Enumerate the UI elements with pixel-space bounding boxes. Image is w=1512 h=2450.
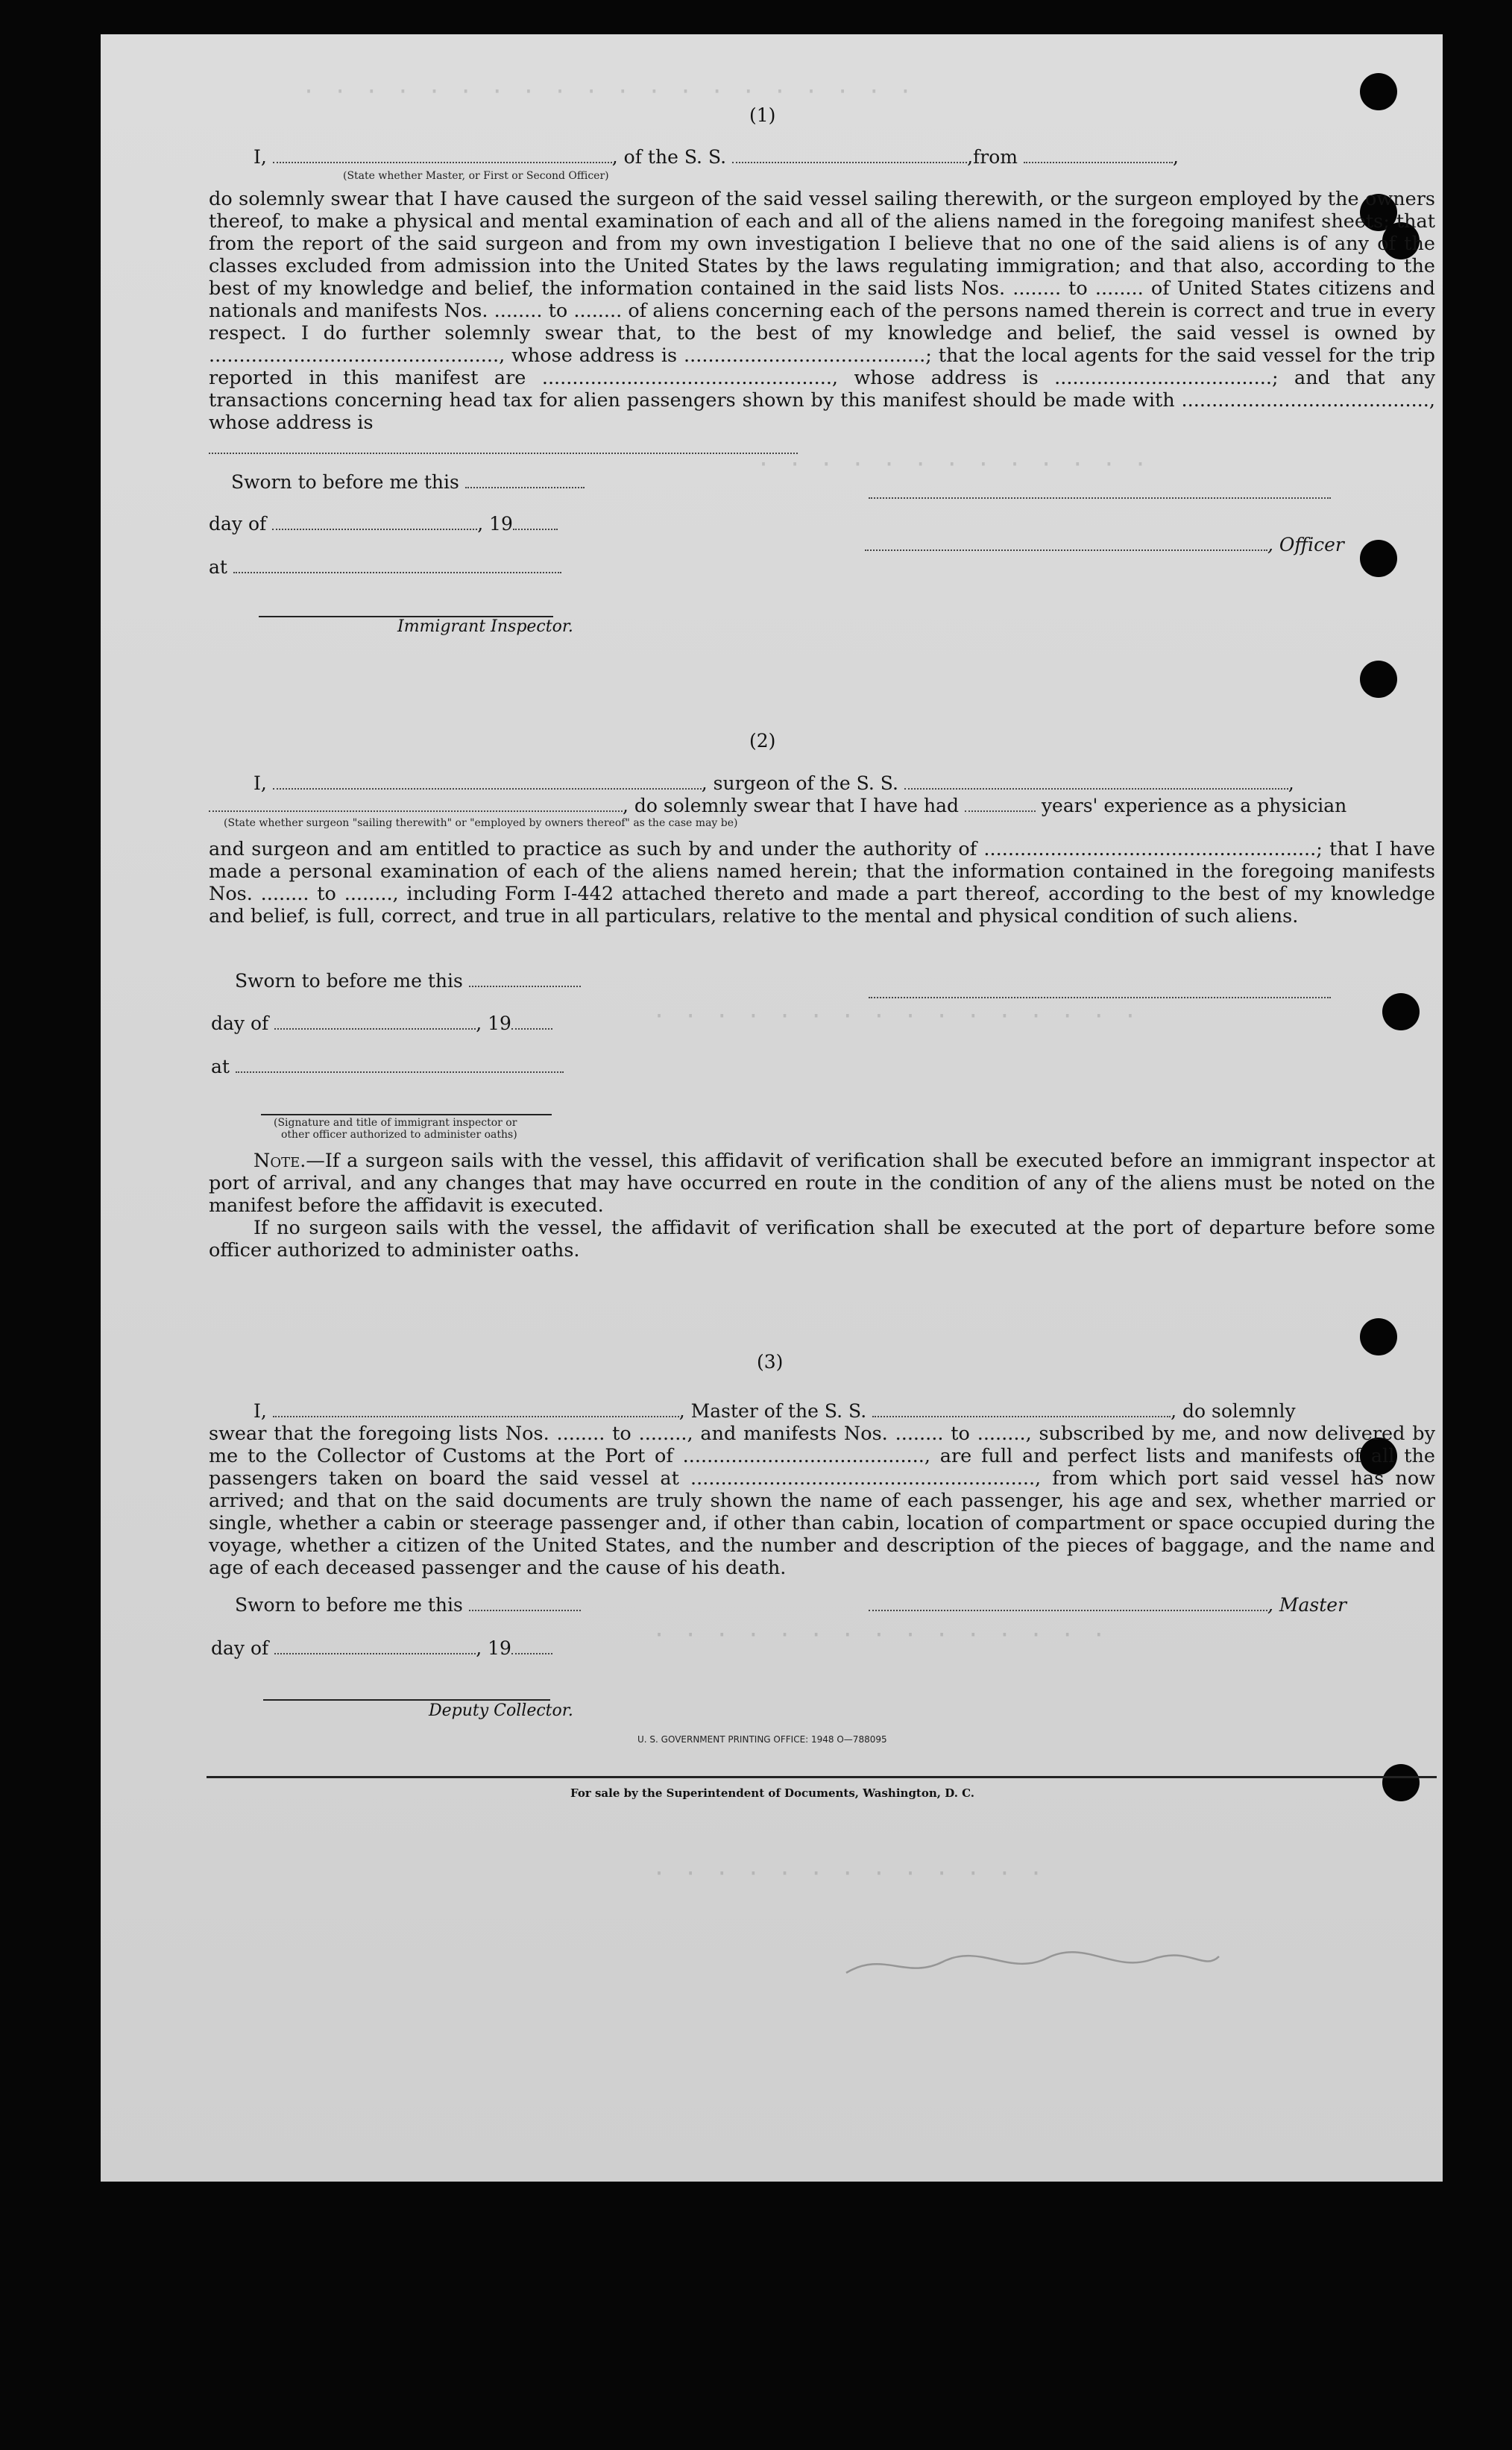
day-line-3 <box>211 1637 552 1659</box>
name-field <box>273 148 612 163</box>
master-label: , Master <box>1267 1594 1347 1616</box>
year-label: , 19 <box>476 1013 511 1034</box>
rank-caption: (State whether Master, or First or Second Officer) <box>343 170 609 182</box>
line-text: , surgeon of the S. S. <box>701 772 898 794</box>
note-paragraph <box>209 1150 1435 1217</box>
pencil-scrawl <box>839 1943 1226 1988</box>
section-3-first-line <box>253 1400 1296 1422</box>
port-field <box>1024 148 1173 163</box>
section-1-first-line: I, , of the S. S. ,from , <box>253 146 1179 168</box>
line-text: , do solemnly <box>1171 1400 1296 1422</box>
section-2-second-line <box>209 795 1346 816</box>
day-line-2 <box>211 1013 552 1034</box>
bleed-through-text: · · · · · · · · · · · · · <box>652 1861 1045 1887</box>
sworn-line-2 <box>235 970 581 992</box>
line-text: I, <box>253 772 267 794</box>
master-name-field <box>273 1402 679 1417</box>
at-label: at <box>209 556 227 578</box>
officer-signature-rule <box>261 1114 552 1115</box>
year-label: , 19 <box>476 1637 511 1659</box>
line-text: , Master of the S. S. <box>678 1400 867 1422</box>
note-text: —If a surgeon sails with the vessel, this affidavit of verification shall be executed before an immigrant inspector at port of arrival, and any changes that may have occurred en route in the condition of any of the aliens must be noted on the manifest before the affidavit is executed. <box>209 1150 1435 1217</box>
sworn-label: Sworn to before me this <box>235 970 463 992</box>
surgeon-name-field <box>273 775 702 790</box>
line-text: , do solemnly swear that I have had <box>623 795 960 816</box>
year-label: , 19 <box>477 513 513 535</box>
section-2-number: (2) <box>749 730 776 752</box>
address-continuation <box>209 437 798 459</box>
sale-notice: For sale by the Superintendent of Documents, Washington, D. C. <box>570 1786 975 1800</box>
signature-caption: other officer authorized to administer oaths) <box>281 1129 517 1141</box>
section-2-paragraph: and surgeon and am entitled to practice as such by and under the authority of .......................................................; that I have made a personal examination of each of the aliens named herein; that the information contained in the foregoing manifests Nos. ........ to ........, including Form I-442 attached thereto and made a part thereof, according to the best of my knowledge and belief, is full, correct, and true in all particulars, relative to the mental and physical condition of such aliens. <box>209 838 1435 928</box>
line-text: I, <box>253 146 267 168</box>
years-field <box>965 797 1036 812</box>
collector-signature-line <box>263 1699 550 1701</box>
note-label: Note. <box>253 1150 306 1172</box>
note-paragraph-2: If no surgeon sails with the vessel, the affidavit of verification shall be executed at the port of departure before some officer authorized to administer oaths. <box>209 1217 1435 1262</box>
vessel-field <box>732 148 967 163</box>
officer-signature-line <box>869 482 1331 503</box>
binder-hole <box>1382 1764 1420 1801</box>
line-text: I, <box>253 1400 267 1422</box>
section-3-paragraph: swear that the foregoing lists Nos. ........ to ........, and manifests Nos. ........ to ........, subscribed by me, and now delivered by me to the Collector of Customs at the Port of ........................................, are full and perfect lists and manifests of all the passengers taken on board the said vessel at ........................................................., from which port said vessel has now arrived; and that on the said documents are truly shown the name of each passenger, his age and sex, whether married or single, whether a cabin or steerage passenger and, if other than cabin, location of compartment or space occupied during the voyage, whether a citizen of the United States, and the number and description of the pieces of baggage, and the name and age of each deceased passenger and the cause of his death. <box>209 1423 1435 1579</box>
sworn-label: Sworn to before me this <box>231 471 459 493</box>
binder-hole <box>1382 993 1420 1030</box>
day-label: day of <box>211 1013 269 1034</box>
at-line-1 <box>209 556 561 578</box>
day-line-1 <box>209 513 558 535</box>
vessel-field <box>872 1402 1171 1417</box>
day-label: day of <box>209 513 267 535</box>
section-1-number: (1) <box>749 104 776 126</box>
master-signature-line <box>869 1594 1346 1616</box>
line-text: years' experience as a physician <box>1041 795 1347 816</box>
line-text: ,from <box>967 146 1018 168</box>
bleed-through-text: · · · · · · · · · · · · · · · <box>652 1622 1108 1648</box>
at-label: at <box>211 1056 230 1077</box>
signature-caption: (Signature and title of immigrant inspector or <box>274 1117 517 1129</box>
binder-hole <box>1360 73 1397 110</box>
printer-imprint: U. S. GOVERNMENT PRINTING OFFICE: 1948 O—788095 <box>637 1734 887 1745</box>
section-1-paragraph: do solemnly swear that I have caused the surgeon of the said vessel sailing therewith, or the surgeon employed by the owners thereof, to make a physical and mental examination of each and all of the aliens named in the foregoing manifest sheets; that from the report of the said surgeon and from my own investigation I believe that no one of the said aliens is of any of the classes excluded from admission into the United States by the laws regulating immigration; and that also, according to the best of my knowledge and belief, the information contained in the said lists Nos. ........ to ........ of United States citizens and nationals and manifests Nos. ........ to ........ of aliens concerning each of the persons named therein is correct and true in every respect. I do further solemnly swear that, to the best of my knowledge and belief, the said vessel is owned by ................................................, whose address is ........................................; that the local agents for the said vessel for the trip reported in this manifest are ................................................, whose address is ....................................; and that any transactions concerning head tax for alien passengers shown by this manifest should be made with ........................................., whose address is <box>209 188 1435 434</box>
officer-label: , Officer <box>1267 534 1344 555</box>
manifest-page <box>101 34 1443 2182</box>
sworn-label: Sworn to before me this <box>235 1594 463 1616</box>
footer-rule <box>207 1776 1437 1778</box>
bleed-through-text: · · · · · · · · · · · · · · · · <box>652 1004 1139 1030</box>
officer-line <box>865 534 1344 555</box>
vessel-field <box>904 775 1288 790</box>
section-3-number: (3) <box>757 1351 784 1373</box>
surgeon-signature-line <box>869 981 1331 1003</box>
line-text: , of the S. S. <box>611 146 727 168</box>
section-2-first-line: I, , surgeon of the S. S. , <box>253 772 1294 794</box>
bleed-through-text: · · · · · · · · · · · · · · · · · · · · <box>302 79 915 105</box>
binder-hole <box>1360 540 1397 577</box>
binder-hole <box>1360 1318 1397 1355</box>
sworn-line-1 <box>231 471 585 493</box>
bleed-through-text: · · · · · · · · · · · · · <box>757 452 1150 478</box>
collector-caption: Deputy Collector. <box>429 1701 573 1720</box>
surgeon-caption: (State whether surgeon "sailing therewith" or "employed by owners thereof" as the case may be) <box>224 817 738 829</box>
sworn-line-3 <box>235 1594 581 1616</box>
binder-hole <box>1360 661 1397 698</box>
at-line-2 <box>211 1056 564 1077</box>
inspector-caption: Immigrant Inspector. <box>397 617 573 636</box>
day-label: day of <box>211 1637 269 1659</box>
